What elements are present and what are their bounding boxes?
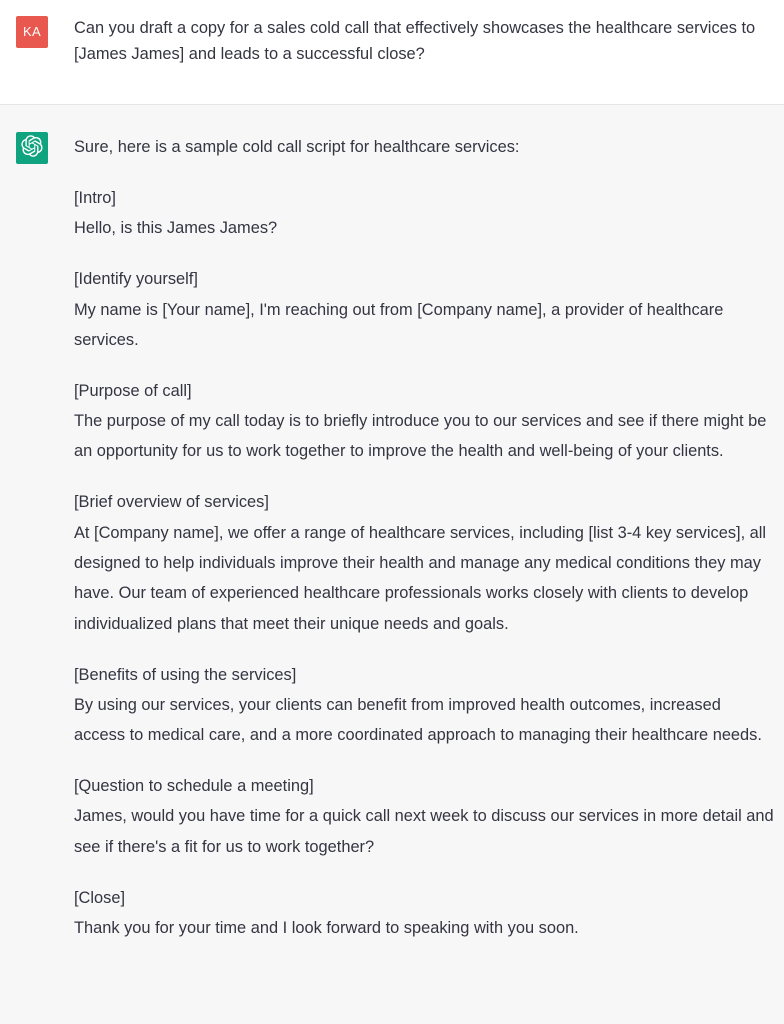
assistant-message-body [74,132,774,964]
section-title: [Question to schedule a meeting] [74,777,314,796]
section-text: Thank you for your time and I look forward to speaking with you soon. [74,919,579,938]
openai-logo-icon [21,135,43,161]
user-avatar [16,16,48,48]
section-title: [Intro] [74,188,116,207]
script-section [74,264,774,355]
assistant-avatar [16,132,48,164]
section-title: [Benefits of using the services] [74,665,297,684]
assistant-message-row [0,105,784,1024]
script-section [74,376,774,467]
script-section [74,883,774,944]
user-avatar-initials: KA [23,24,41,39]
user-message-text: Can you draft a copy for a sales cold call that effectively showcases the healthcare services to [James James] and leads to a successful close? [74,19,756,63]
section-text: At [Company name], we offer a range of healthcare services, including [list 3-4 key services], all designed to help individuals improve their health and manage any medical conditions they may have. Our team of experienced healthcare professionals works closely with clients to develop individualized plans that meet their unique needs and goals. [74,523,767,633]
user-message-row [0,0,784,105]
script-section [74,660,774,751]
section-title: [Brief overview of services] [74,493,269,512]
section-text: The purpose of my call today is to briefly introduce you to our services and see if there might be an opportunity for us to work together to improve the health and well-being of your clients. [74,412,767,461]
section-text: My name is [Your name], I'm reaching out from [Company name], a provider of healthcare services. [74,300,724,349]
script-section [74,183,774,244]
section-title: [Close] [74,888,126,907]
section-text: James, would you have time for a quick call next week to discuss our services in more detail and see if there's a fit for us to work together? [74,807,774,856]
section-title: [Purpose of call] [74,381,192,400]
section-text: Hello, is this James James? [74,219,278,238]
section-text: By using our services, your clients can benefit from improved health outcomes, increased access to medical care, and a more coordinated approach to managing their healthcare needs. [74,695,762,745]
script-section [74,771,774,862]
section-title: [Identify yourself] [74,270,198,289]
script-section [74,487,774,638]
assistant-intro-text: Sure, here is a sample cold call script for healthcare services: [74,138,520,156]
